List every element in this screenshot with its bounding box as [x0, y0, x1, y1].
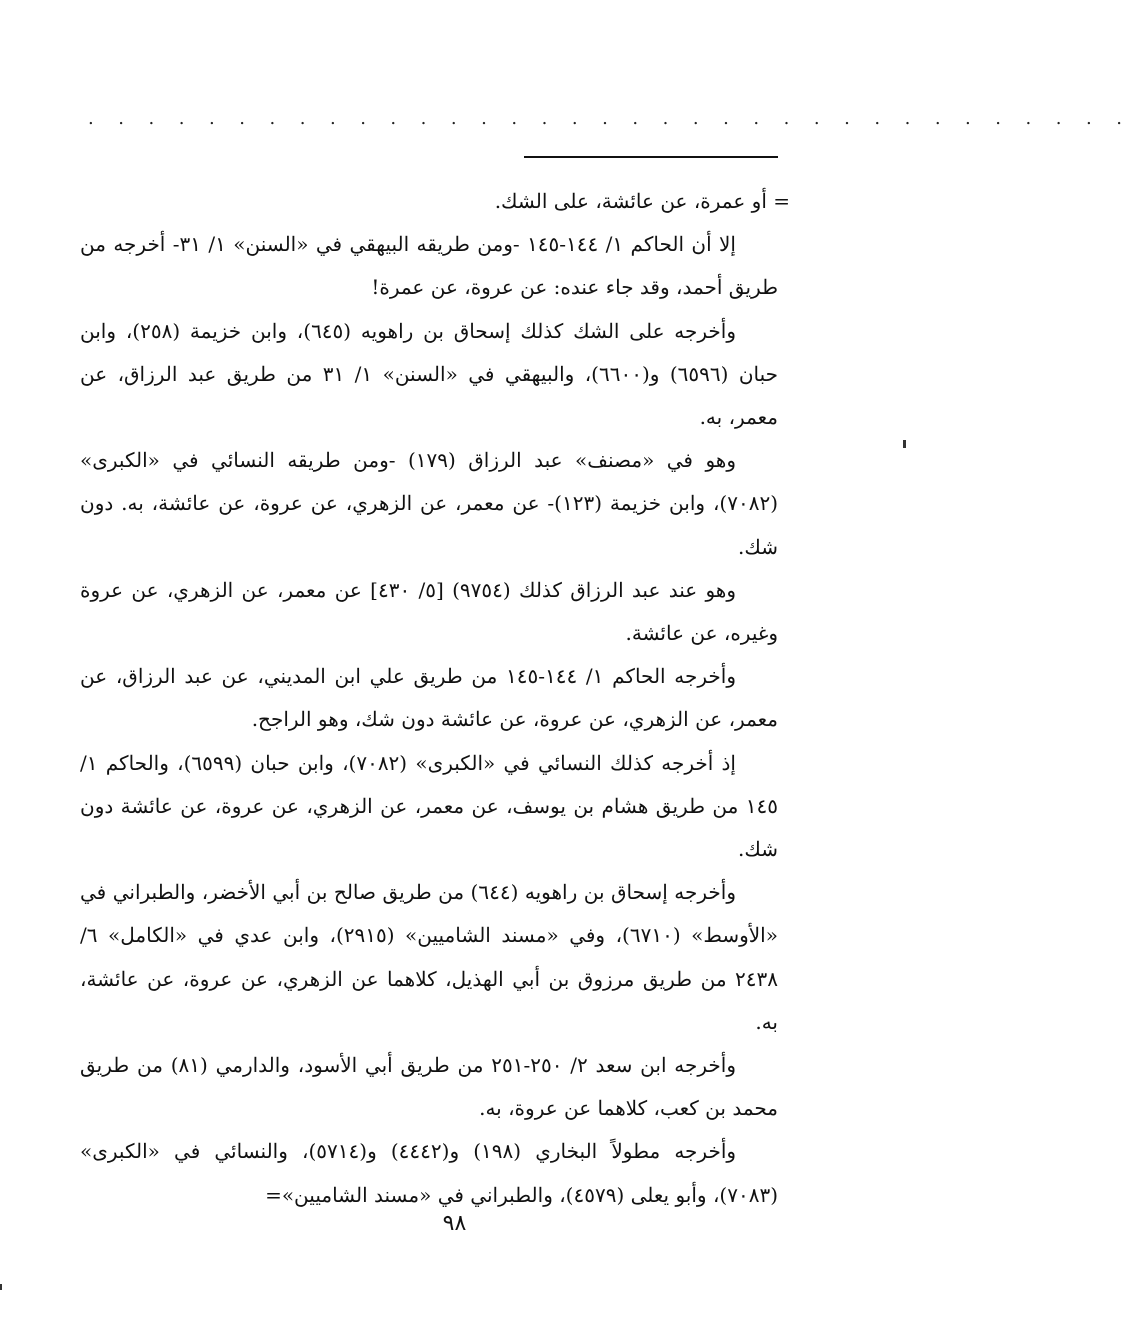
- footnote-rule: [524, 156, 778, 158]
- footnotes-section: [80, 180, 790, 1217]
- page-number: ٩٨: [442, 1211, 467, 1236]
- scan-mark: [903, 440, 906, 448]
- scan-mark: [0, 1284, 2, 1290]
- footnote-paragraph: وأخرجه مطولاً البخاري (١٩٨) و(٤٤٤٢) و(٥٧١٤)، والنسائي في «الكبرى» (٧٠٨٣)، وأبو يعلى (٤٥٧٩)، والطبراني في «مسند الشاميين»=: [80, 1139, 778, 1207]
- footnote-paragraph: وأخرجه إسحاق بن راهويه (٦٤٤) من طريق صالح بن أبي الأخضر، والطبراني في «الأوسط» (٦٧١٠)، وفي «مسند الشاميين» (٢٩١٥)، وابن عدي في «الكامل» ٦/ ٢٤٣٨ من طريق مرزوق بن أبي الهذيل، كلاهما عن الزهري، عن عروة، عن عائشة، به.: [80, 880, 778, 1034]
- footnote-paragraph: وأخرجه الحاكم ١/ ١٤٤-١٤٥ من طريق علي ابن المديني، عن عبد الرزاق، عن معمر، عن الزهري، عن عروة، عن عائشة دون شك، وهو الراجح.: [80, 664, 778, 732]
- footnote-paragraph: إذ أخرجه كذلك النسائي في «الكبرى» (٧٠٨٢)، وابن حبان (٦٥٩٩)، والحاكم ١/ ١٤٥ من طريق هشام بن يوسف، عن معمر، عن الزهري، عن عروة، عن عائشة دون شك.: [80, 750, 778, 862]
- footnote-paragraph: وهو عند عبد الرزاق كذلك (٩٧٥٤) [٥/ ٤٣٠] عن معمر، عن الزهري، عن عروة وغيره، عن عائشة.: [80, 577, 778, 646]
- footnote-paragraph: إلا أن الحاكم ١/ ١٤٤-١٤٥ -ومن طريقه البيهقي في «السنن» ١/ ٣١- أخرجه من طريق أحمد، وقد جاء عنده: عن عروة، عن عمرة!: [80, 232, 778, 300]
- dotted-separator: . . . . . . . . . . . . . . . . . . . . . . . . . . . . . . . . . . .: [88, 108, 1131, 129]
- footnote-paragraph: وأخرجه ابن سعد ٢/ ٢٥٠-٢٥١ من طريق أبي الأسود، والدارمي (٨١) من طريق محمد بن كعب، كلاهما عن عروة، به.: [80, 1053, 778, 1121]
- footnote-paragraph: وهو في «مصنف» عبد الرزاق (١٧٩) -ومن طريقه النسائي في «الكبرى» (٧٠٨٢)، وابن خزيمة (١٢٣)- عن معمر، عن الزهري، عن عروة، عن عائشة، به. دون شك.: [80, 448, 778, 559]
- footnote-paragraph: وأخرجه على الشك كذلك إسحاق بن راهويه (٦٤٥)، وابن خزيمة (٢٥٨)، وابن حبان (٦٥٩٦) و(٦٦٠٠)، والبيهقي في «السنن» ١/ ٣١ من طريق عبد الرزاق، عن معمر، به.: [80, 318, 778, 430]
- footnote-continuation: = أو عمرة، عن عائشة، على الشك.: [494, 189, 790, 213]
